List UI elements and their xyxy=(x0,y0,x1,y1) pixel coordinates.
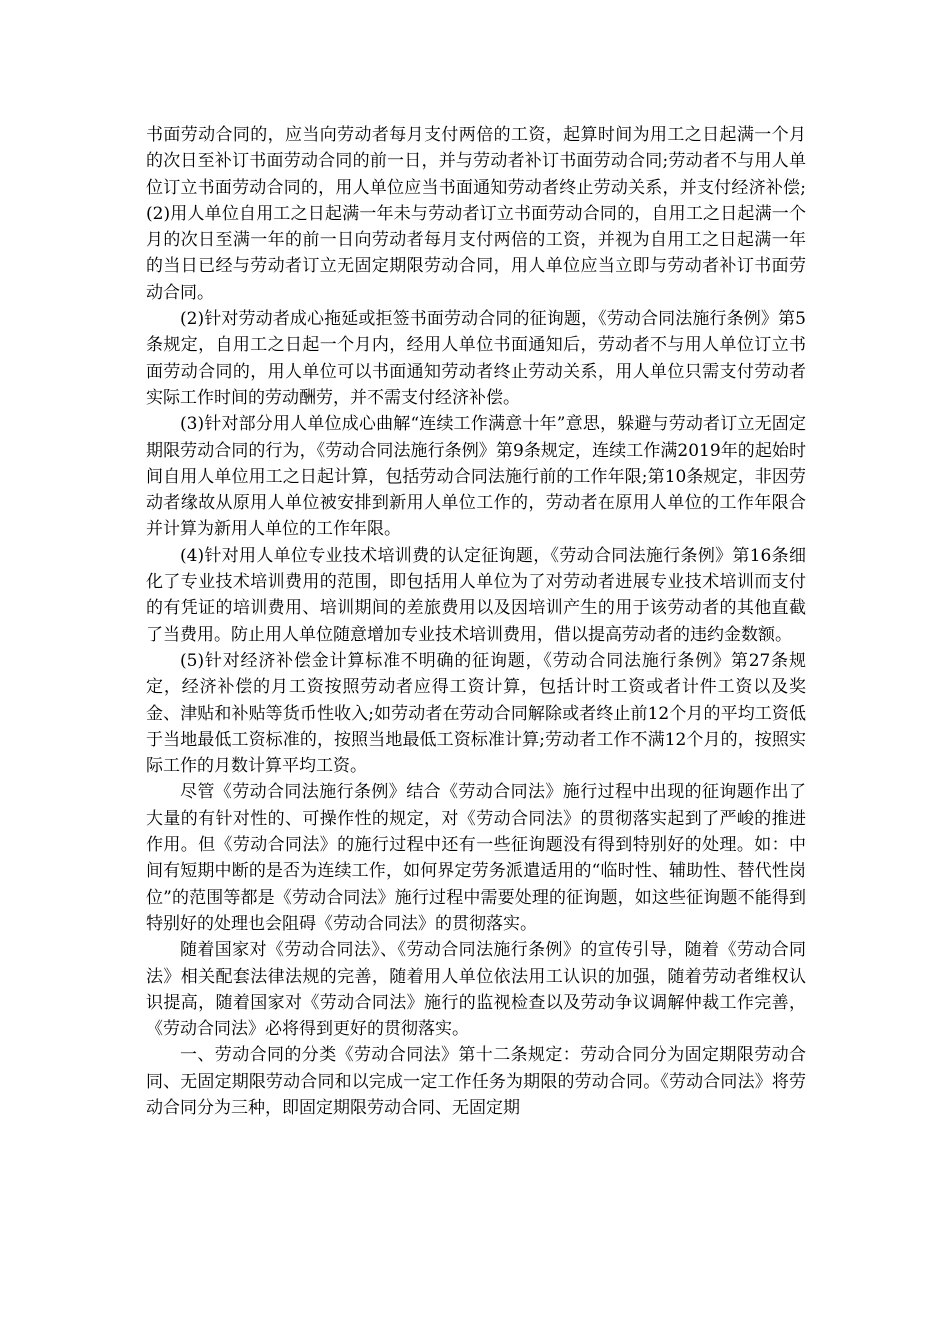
paragraph-8: 一、劳动合同的分类《劳动合同法》第十二条规定：劳动合同分为固定期限劳动合同、无固定期限劳动合同和以完成一定工作任务为期限的劳动合同。《劳动合同法》将劳动合同分为三种，即固定期限劳动合同、无固定期 xyxy=(146,1045,806,1118)
paragraph-6: 尽管《劳动合同法施行条例》结合《劳动合同法》施行过程中出现的征询题作出了大量的有针对性的、可操作性的规定，对《劳动合同法》的贯彻落实起到了严峻的推进作用。但《劳动合同法》的施行过程中还有一些征询题没有得到特别好的处理。如：中间有短期中断的是否为连续工作，如何界定劳务派遣适用的“临时性、辅助性、替代性岗位”的范围等都是《劳动合同法》施行过程中需要处理的征询题，如这些征询题不能得到特别好的处理也会阻碍《劳动合同法》的贯彻落实。 xyxy=(146,782,806,934)
paragraph-2: (2)针对劳动者成心拖延或拒签书面劳动合同的征询题，《劳动合同法施行条例》第5条规定，自用工之日起一个月内，经用人单位书面通知后，劳动者不与用人单位订立书面劳动合同的，用人单位可以书面通知劳动者终止劳动关系，用人单位只需支付劳动者实际工作时间的劳动酬劳，并不需支付经济补偿。 xyxy=(146,309,806,408)
paragraph-7: 随着国家对《劳动合同法》、《劳动合同法施行条例》的宣传引导，随着《劳动合同法》相关配套法律法规的完善，随着用人单位依法用工认识的加强，随着劳动者维权认识提高，随着国家对《劳动合同法》施行的监视检查以及劳动争议调解仲裁工作完善，《劳动合同法》必将得到更好的贯彻落实。 xyxy=(146,940,806,1040)
paragraph-1: 书面劳动合同的，应当向劳动者每月支付两倍的工资，起算时间为用工之日起满一个月的次日至补订书面劳动合同的前一日，并与劳动者补订书面劳动合同;劳动者不与用人单位订立书面劳动合同的，用人单位应当书面通知劳动者终止劳动关系，并支付经济补偿;(2)用人单位自用工之日起满一年未与劳动者订立书面劳动合同的，自用工之日起满一个月的次日至满一年的前一日向劳动者每月支付两倍的工资，并视为自用工之日起满一年的当日已经与劳动者订立无固定期限劳动合同，用人单位应当立即与劳动者补订书面劳动合同。 xyxy=(146,125,806,303)
paragraph-4: (4)针对用人单位专业技术培训费的认定征询题，《劳动合同法施行条例》第16条细化了专业技术培训费用的范围，即包括用人单位为了对劳动者进展专业技术培训而支付的有凭证的培训费用、培训期间的差旅费用以及因培训产生的用于该劳动者的其他直截了当费用。防止用人单位随意增加专业技术培训费用，借以提高劳动者的违约金数额。 xyxy=(146,545,806,645)
paragraph-5: (5)针对经济补偿金计算标准不明确的征询题，《劳动合同法施行条例》第27条规定，经济补偿的月工资按照劳动者应得工资计算，包括计时工资或者计件工资以及奖金、津贴和补贴等货币性收入;如劳动者在劳动合同解除或者终止前12个月的平均工资低于当地最低工资标准的，按照当地最低工资标准计算;劳动者工作不满12个月的，按照实际工作的月数计算平均工资。 xyxy=(146,650,806,777)
paragraph-3: (3)针对部分用人单位成心曲解“连续工作满意十年”意思，躲避与劳动者订立无固定期限劳动合同的行为，《劳动合同法施行条例》第9条规定，连续工作满2019年的起始时间自用人单位用工之日起计算，包括劳动合同法施行前的工作年限;第10条规定，非因劳动者缘故从原用人单位被安排到新用人单位工作的，劳动者在原用人单位的工作年限合并计算为新用人单位的工作年限。 xyxy=(146,414,806,540)
document-body xyxy=(146,122,806,1121)
